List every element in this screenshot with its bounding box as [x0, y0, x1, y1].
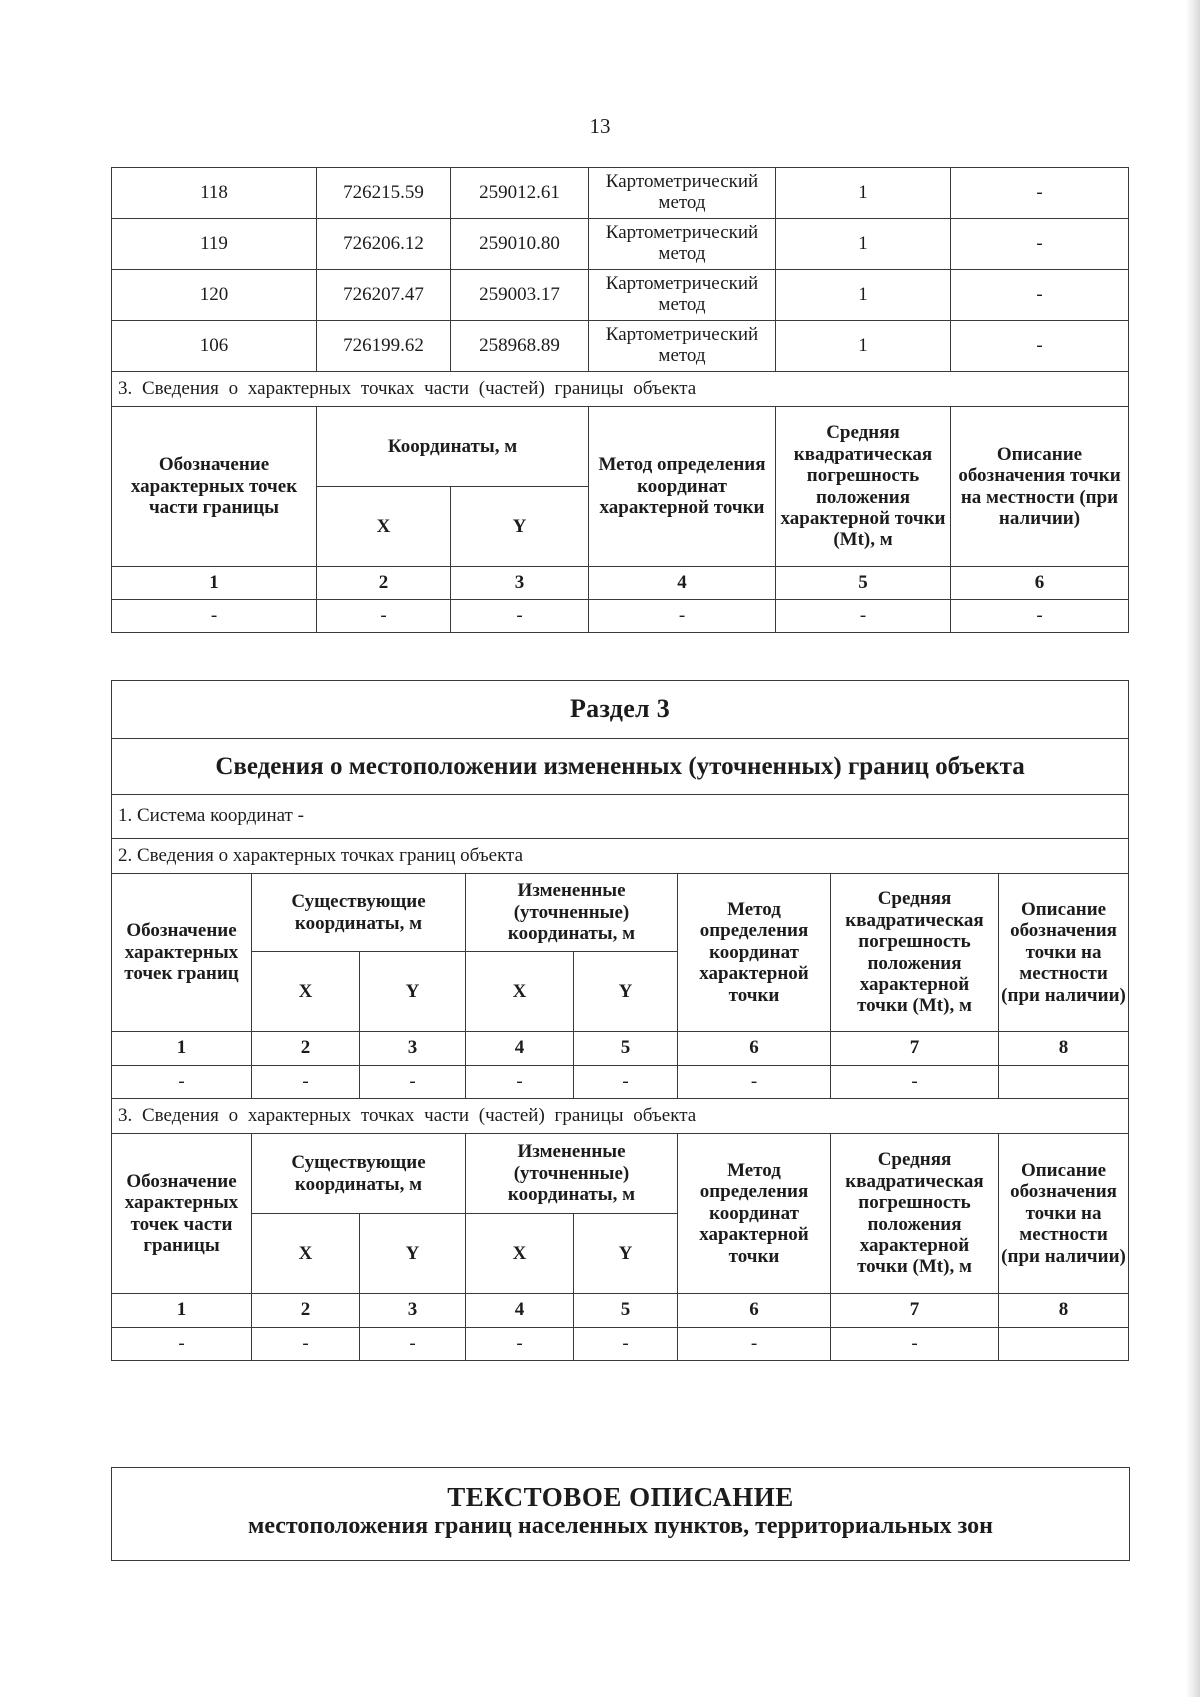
empty-cell: -: [678, 1328, 831, 1361]
column-number: 8: [999, 1294, 1129, 1328]
table-row: [112, 219, 1129, 270]
method-cell: Картометрический метод: [589, 270, 776, 321]
x-header: X: [252, 952, 360, 1032]
y-header: Y: [574, 1214, 678, 1294]
page-number: 13: [589, 114, 611, 138]
header-row: [112, 407, 1129, 487]
part3-caption-row: [112, 372, 1129, 407]
column-numbers-row: [112, 1032, 1129, 1066]
y-cell: 258968.89: [451, 321, 589, 372]
method-cell: Картометрический метод: [589, 168, 776, 219]
column-number: 4: [466, 1032, 574, 1066]
column-number: 8: [999, 1032, 1129, 1066]
y-cell: 259012.61: [451, 168, 589, 219]
column-number: 3: [360, 1032, 466, 1066]
empty-cell: -: [831, 1328, 999, 1361]
part3-caption: 3. Сведения о характерных точках части (частей) границы объекта: [112, 372, 1129, 407]
column-number: 4: [589, 567, 776, 600]
method-header: Метод определения координат характерной точки: [678, 1134, 831, 1294]
table-row: [112, 1066, 1129, 1099]
column-number: 6: [678, 1032, 831, 1066]
designation-header: Обозначение характерных точек части границы: [112, 1134, 252, 1294]
header-row: [112, 1134, 1129, 1214]
page-edge-shadow: [1186, 0, 1200, 1697]
section-number: Раздел 3: [112, 681, 1129, 739]
column-number: 6: [678, 1294, 831, 1328]
column-number: 1: [112, 567, 317, 600]
empty-cell: -: [360, 1328, 466, 1361]
point-cell: 120: [112, 270, 317, 321]
coordinates-table-continued: [111, 167, 1129, 633]
designation-header: Обозначение характерных точек части границы: [112, 407, 317, 567]
column-numbers-row: [112, 567, 1129, 600]
column-number: 2: [317, 567, 451, 600]
empty-cell: -: [317, 600, 451, 633]
table-row: [112, 1328, 1129, 1361]
desc-cell: -: [951, 168, 1129, 219]
description-header: Описание обозначения точки на местности (при наличии): [999, 1134, 1129, 1294]
column-number: 3: [360, 1294, 466, 1328]
empty-cell: -: [589, 600, 776, 633]
y-header: Y: [360, 952, 466, 1032]
changed-coordinates-header: Измененные (уточненные) координаты, м: [466, 874, 678, 952]
table-row: [112, 321, 1129, 372]
table-row: [112, 600, 1129, 633]
section-title: Сведения о местоположении измененных (уточненных) границ объекта: [112, 739, 1129, 795]
mt-cell: 1: [776, 321, 951, 372]
column-number: 6: [951, 567, 1129, 600]
empty-cell: -: [112, 1328, 252, 1361]
column-number: 3: [451, 567, 589, 600]
x-cell: 726206.12: [317, 219, 451, 270]
point-cell: 106: [112, 321, 317, 372]
empty-cell: -: [831, 1066, 999, 1099]
y-cell: 259003.17: [451, 270, 589, 321]
column-number: 2: [252, 1032, 360, 1066]
point-cell: 118: [112, 168, 317, 219]
empty-cell: -: [451, 600, 589, 633]
section-number-row: [112, 681, 1129, 739]
description-header: Описание обозначения точки на местности (при наличии): [951, 407, 1129, 567]
x-header: X: [466, 952, 574, 1032]
error-header: Средняя квадратическая погрешность положения характерной точки (Mt), м: [831, 1134, 999, 1294]
coord-system: 1. Система координат -: [112, 795, 1129, 839]
x-header: X: [317, 487, 451, 567]
section-title-row: [112, 739, 1129, 795]
point-cell: 119: [112, 219, 317, 270]
description-header: Описание обозначения точки на местности (при наличии): [999, 874, 1129, 1032]
empty-cell: -: [360, 1066, 466, 1099]
part2-caption: 2. Сведения о характерных точках границ объекта: [112, 839, 1129, 874]
part2-caption-row: [112, 839, 1129, 874]
x-header: X: [252, 1214, 360, 1294]
empty-cell: -: [112, 1066, 252, 1099]
column-number: 7: [831, 1032, 999, 1066]
method-header: Метод определения координат характерной точки: [678, 874, 831, 1032]
error-header: Средняя квадратическая погрешность положения характерной точки (Mt), м: [831, 874, 999, 1032]
column-number: 1: [112, 1032, 252, 1066]
coord-system-row: [112, 795, 1129, 839]
y-header: Y: [574, 952, 678, 1032]
empty-cell: -: [252, 1328, 360, 1361]
part3-caption: 3. Сведения о характерных точках части (частей) границы объекта: [112, 1099, 1129, 1134]
empty-cell: -: [252, 1066, 360, 1099]
empty-cell: -: [112, 600, 317, 633]
empty-cell: -: [574, 1066, 678, 1099]
mt-cell: 1: [776, 168, 951, 219]
text-description-title: ТЕКСТОВОЕ ОПИСАНИЕ: [447, 1482, 794, 1512]
section3-table: [111, 680, 1129, 1361]
x-cell: 726207.47: [317, 270, 451, 321]
text-description-subtitle: местоположения границ населенных пунктов, территориальных зон: [247, 1513, 994, 1539]
y-header: Y: [451, 487, 589, 567]
column-number: 5: [776, 567, 951, 600]
mt-cell: 1: [776, 270, 951, 321]
empty-cell: [999, 1328, 1129, 1361]
column-number: 5: [574, 1032, 678, 1066]
desc-cell: -: [951, 321, 1129, 372]
error-header: Средняя квадратическая погрешность положения характерной точки (Mt), м: [776, 407, 951, 567]
changed-coordinates-header: Измененные (уточненные) координаты, м: [466, 1134, 678, 1214]
x-cell: 726199.62: [317, 321, 451, 372]
text-description-box: [111, 1467, 1130, 1561]
designation-header: Обозначение характерных точек границ: [112, 874, 252, 1032]
header-row: [112, 874, 1129, 952]
empty-cell: -: [776, 600, 951, 633]
column-number: 4: [466, 1294, 574, 1328]
column-number: 1: [112, 1294, 252, 1328]
mt-cell: 1: [776, 219, 951, 270]
empty-cell: -: [466, 1066, 574, 1099]
coordinates-header: Координаты, м: [317, 407, 589, 487]
column-number: 7: [831, 1294, 999, 1328]
x-header: X: [466, 1214, 574, 1294]
empty-cell: -: [678, 1066, 831, 1099]
method-cell: Картометрический метод: [589, 321, 776, 372]
column-number: 2: [252, 1294, 360, 1328]
column-numbers-row: [112, 1294, 1129, 1328]
method-cell: Картометрический метод: [589, 219, 776, 270]
desc-cell: -: [951, 219, 1129, 270]
existing-coordinates-header: Существующие координаты, м: [252, 1134, 466, 1214]
empty-cell: [999, 1066, 1129, 1099]
table-row: [112, 270, 1129, 321]
existing-coordinates-header: Существующие координаты, м: [252, 874, 466, 952]
y-cell: 259010.80: [451, 219, 589, 270]
desc-cell: -: [951, 270, 1129, 321]
column-number: 5: [574, 1294, 678, 1328]
x-cell: 726215.59: [317, 168, 451, 219]
table-row: [112, 168, 1129, 219]
part3-caption-row: [112, 1099, 1129, 1134]
empty-cell: -: [951, 600, 1129, 633]
y-header: Y: [360, 1214, 466, 1294]
empty-cell: -: [574, 1328, 678, 1361]
empty-cell: -: [466, 1328, 574, 1361]
method-header: Метод определения координат характерной точки: [589, 407, 776, 567]
